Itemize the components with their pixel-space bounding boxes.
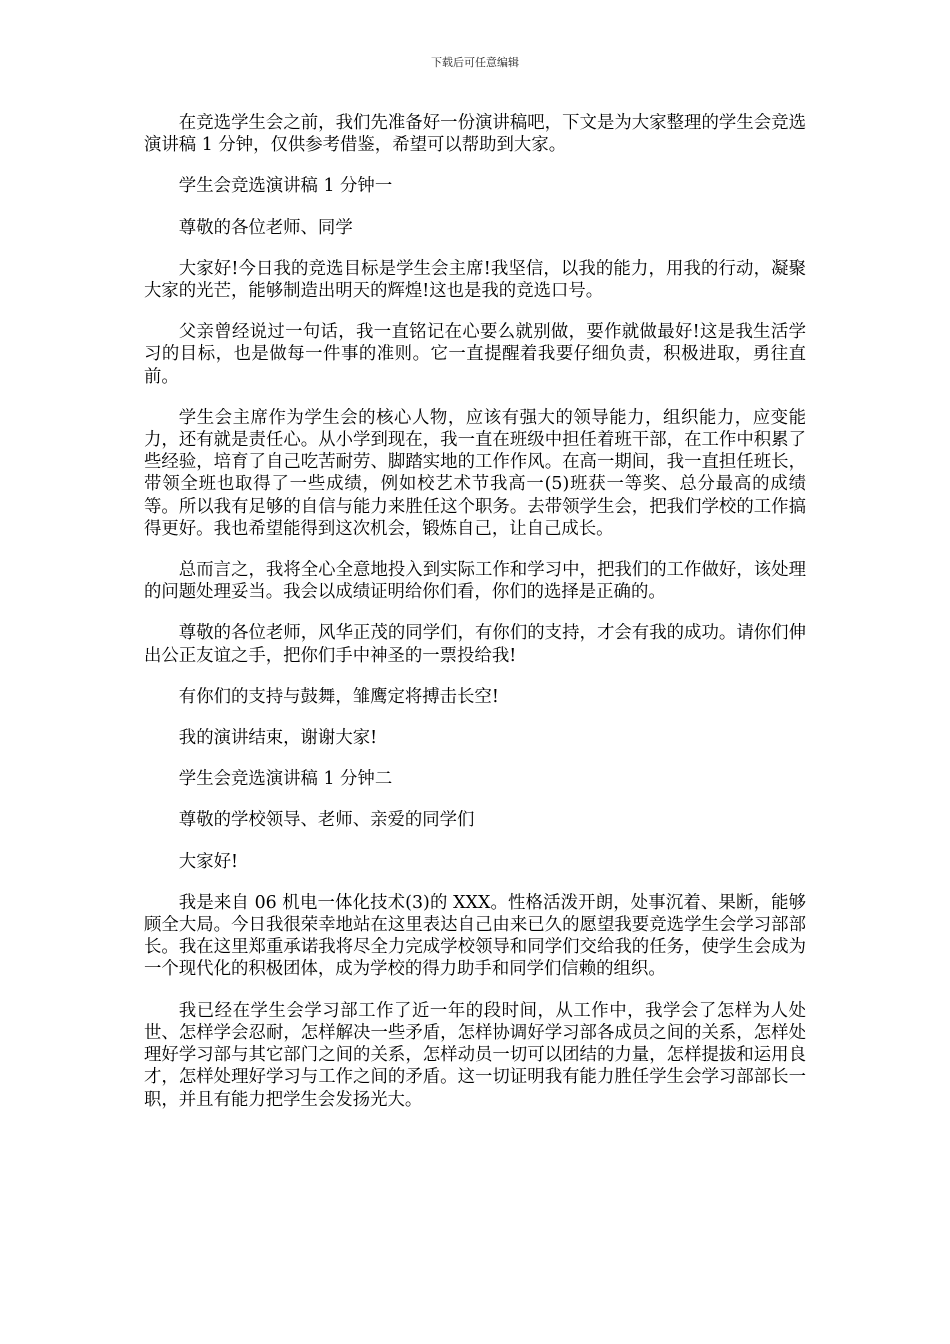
- body-paragraph: 尊敬的各位老师，风华正茂的同学们，有你们的支持，才会有我的成功。请你们伸出公正友谊之手，把你们手中神圣的一票投给我!: [144, 623, 806, 666]
- section-heading-1: 学生会竞选演讲稿 1 分钟一: [178, 176, 393, 197]
- closing-line: 我的演讲结束，谢谢大家!: [178, 728, 378, 749]
- body-paragraph: 有你们的支持与鼓舞，雏鹰定将搏击长空!: [178, 686, 499, 707]
- body-paragraph: 我是来自 06 机电一体化技术(3)的 XXX。性格活泼开朗，处事沉着、果断，能够顾全大局。今日我很荣幸地站在这里表达自己由来已久的愿望我要竞选学生会学习部部长。我在这里郑重承诺我将尽全力完成学校领导和同学们交给我的任务，使学生会成为一个现代化的积极团体，成为学校的得力助手和同学们信赖的组织。: [144, 892, 806, 980]
- body-paragraph: 学生会主席作为学生会的核心人物，应该有强大的领导能力，组织能力，应变能力，还有就是责任心。从小学到现在，我一直在班级中担任着班干部，在工作中积累了些经验，培育了自己吃苦耐劳、脚踏实地的工作作风。在高一期间，我一直担任班长，带领全班也取得了一些成绩，例如校艺术节我高一(5)班获一等奖、总分最高的成绩等。所以我有足够的自信与能力来胜任这个职务。去带领学生会，把我们学校的工作搞得更好。我也希望能得到这次机会，锻炼自己，让自己成长。: [144, 407, 806, 539]
- page-header-note: 下载后可任意编辑: [431, 56, 519, 69]
- document-body: [144, 112, 806, 1130]
- section-heading-2: 学生会竞选演讲稿 1 分钟二: [178, 769, 393, 790]
- body-paragraph: 总而言之，我将全心全意地投入到实际工作和学习中，把我们的工作做好，该处理的问题处理妥当。我会以成绩证明给你们看，你们的选择是正确的。: [144, 560, 806, 603]
- salutation-2: 尊敬的学校领导、老师、亲爱的同学们: [178, 810, 475, 831]
- greeting: 大家好!: [178, 851, 238, 872]
- body-paragraph: 大家好!今日我的竞选目标是学生会主席!我坚信，以我的能力，用我的行动，凝聚大家的光芒，能够制造出明天的辉煌!这也是我的竞选口号。: [144, 258, 806, 302]
- body-paragraph: 我已经在学生会学习部工作了近一年的段时间，从工作中，我学会了怎样为人处世、怎样学会忍耐，怎样解决一些矛盾，怎样协调好学习部各成员之间的关系，怎样处理好学习部与其它部门之间的关系，怎样动员一切可以团结的力量，怎样提拔和运用良才，怎样处理好学习与工作之间的矛盾。这一切证明我有能力胜任学生会学习部部长一职，并且有能力把学生会发扬光大。: [144, 1000, 806, 1110]
- salutation-1: 尊敬的各位老师、同学: [178, 217, 353, 238]
- intro-paragraph: 在竞选学生会之前，我们先准备好一份演讲稿吧，下文是为大家整理的学生会竞选演讲稿 1 分钟，仅供参考借鉴，希望可以帮助到大家。: [144, 113, 806, 156]
- body-paragraph: 父亲曾经说过一句话，我一直铭记在心要么就别做，要作就做最好!这是我生活学习的目标，也是做每一件事的准则。它一直提醒着我要仔细负责，积极进取，勇往直前。: [144, 322, 806, 387]
